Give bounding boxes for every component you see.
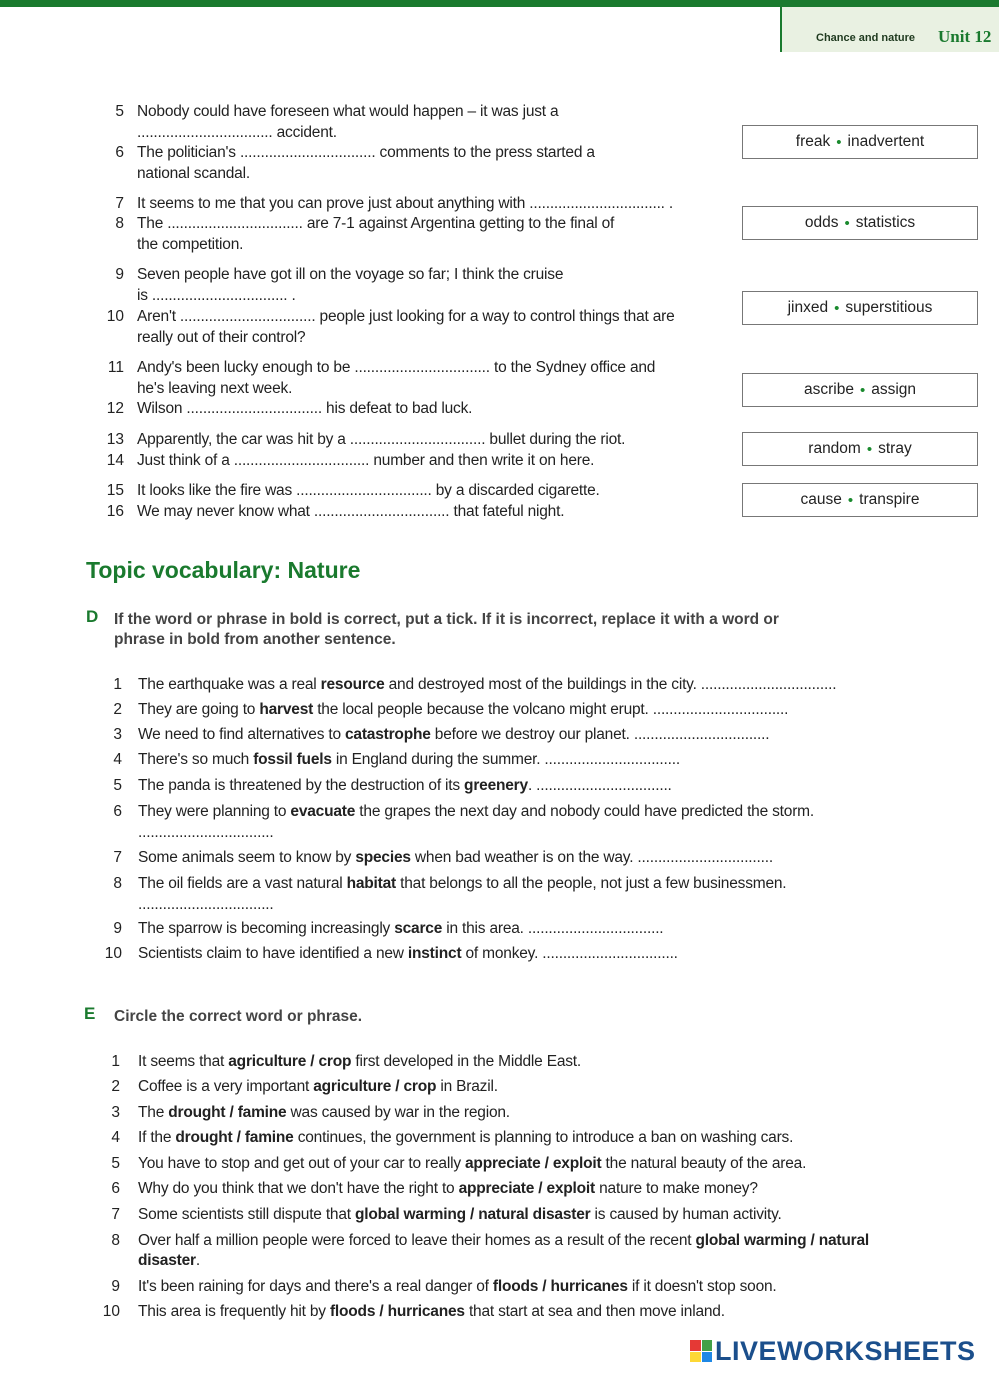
- text-after: was caused by war in the region.: [286, 1104, 510, 1121]
- sentence-line: [138, 1205, 782, 1225]
- text-before: Some animals seem to know by: [138, 849, 356, 866]
- sentence-line: [138, 802, 814, 822]
- word-box: [742, 373, 978, 407]
- section-heading: Topic vocabulary: Nature: [86, 557, 361, 583]
- text-before: The earthquake was a real: [138, 676, 321, 693]
- slash-separator: /: [806, 1232, 819, 1249]
- sentence-line: [138, 1231, 898, 1271]
- text-after: when bad weather is on the way. .................................: [410, 849, 773, 866]
- option-word[interactable]: natural disaster: [138, 1232, 869, 1269]
- text-after: the grapes the next day and nobody could have predicted the storm.: [355, 803, 814, 820]
- text-before: It's been raining for days and there's a real danger of: [138, 1278, 493, 1295]
- sentence-line[interactable]: Andy's been lucky enough to be ................................. to the Sydney office and: [137, 359, 656, 376]
- slash-separator: /: [538, 1278, 551, 1295]
- item-number: 9: [113, 920, 122, 937]
- text-after: and destroyed most of the buildings in the city. .................................: [384, 676, 837, 693]
- text-after: before we destroy our planet. .................................: [430, 726, 770, 743]
- text-before: There's so much: [138, 751, 254, 768]
- text-after: that start at sea and then move inland.: [464, 1303, 725, 1320]
- text-before: It seems that: [138, 1053, 229, 1070]
- option-word[interactable]: floods: [492, 1278, 539, 1295]
- word-option: jinxed: [787, 299, 829, 316]
- item-number: 12: [106, 400, 124, 417]
- instruction-line: phrase in bold from another sentence.: [114, 631, 396, 648]
- text-before: They were planning to: [138, 803, 291, 820]
- item-number: 6: [113, 803, 122, 820]
- item-number: 11: [107, 359, 124, 376]
- bold-word: instinct: [407, 945, 462, 962]
- slash-separator: /: [306, 1053, 319, 1070]
- word-option: random: [808, 440, 861, 457]
- item-number: 2: [113, 701, 122, 718]
- sentence-line: [138, 1052, 581, 1072]
- option-word[interactable]: famine: [244, 1129, 294, 1146]
- bullet-icon: •: [866, 440, 873, 458]
- bold-word: evacuate: [290, 803, 356, 820]
- text-before: The sparrow is becoming increasingly: [138, 920, 395, 937]
- sentence-line[interactable]: ................................. accident.: [137, 124, 337, 141]
- word-option: odds: [804, 214, 839, 231]
- sentence-line[interactable]: is ................................. .: [137, 287, 296, 304]
- text-after: of monkey. .................................: [461, 945, 678, 962]
- unit-header-tab: [780, 7, 999, 52]
- sentence-line: [138, 1277, 777, 1297]
- unit-number: Unit 12: [938, 27, 992, 46]
- text-after: is caused by human activity.: [590, 1206, 782, 1223]
- text-before: Why do you think that we don't have the right to: [138, 1180, 459, 1197]
- item-number: 8: [113, 875, 122, 892]
- bold-word: fossil fuels: [253, 751, 332, 768]
- sentence-line[interactable]: [138, 776, 672, 796]
- word-option: transpire: [859, 491, 920, 508]
- item-number: 7: [115, 195, 124, 212]
- sentence-line[interactable]: Wilson ................................. his defeat to bad luck.: [137, 400, 473, 417]
- item-number: 10: [106, 308, 124, 325]
- item-number: 5: [115, 103, 124, 120]
- text-before: Some scientists still dispute that: [138, 1206, 355, 1223]
- slash-separator: /: [391, 1078, 404, 1095]
- item-number: 6: [115, 144, 124, 161]
- option-word[interactable]: exploit: [546, 1180, 596, 1197]
- section-title: Chance and nature: [816, 32, 916, 44]
- text-after: continues, the government is planning to introduce a ban on washing cars.: [293, 1129, 794, 1146]
- text-before: Coffee is a very important: [138, 1078, 314, 1095]
- sentence-line: [138, 1154, 806, 1174]
- bullet-icon: •: [859, 381, 866, 399]
- logo-square-icon: [690, 1352, 701, 1363]
- sentence-line[interactable]: [138, 848, 773, 868]
- slash-separator: /: [375, 1303, 388, 1320]
- sentence-line[interactable]: [138, 750, 680, 770]
- item-number: 7: [111, 1206, 120, 1223]
- slash-separator: /: [465, 1206, 479, 1223]
- item-number: 1: [113, 676, 122, 693]
- sentence-line[interactable]: The ................................. are 7-1 against Argentina getting to the final of: [137, 215, 615, 232]
- option-word[interactable]: global warming: [355, 1206, 466, 1223]
- word-box: [742, 291, 978, 325]
- item-number: 10: [104, 945, 122, 962]
- sentence-line: [138, 1077, 498, 1097]
- logo-square-icon: [702, 1340, 713, 1351]
- slash-separator: /: [232, 1129, 245, 1146]
- sentence-line: national scandal.: [137, 165, 250, 182]
- instruction-line: Circle the correct word or phrase.: [114, 1008, 363, 1025]
- text-before: We need to find alternatives to: [138, 726, 345, 743]
- text-before: This area is frequently hit by: [138, 1303, 330, 1320]
- option-word[interactable]: drought: [168, 1104, 226, 1121]
- word-box: [742, 206, 978, 240]
- item-number: 8: [115, 215, 124, 232]
- liveworksheets-logo[interactable]: [690, 1336, 976, 1366]
- option-word[interactable]: appreciate: [458, 1180, 535, 1197]
- option-word[interactable]: agriculture: [313, 1078, 392, 1095]
- sentence-line[interactable]: Just think of a ................................. number and then write it on here.: [137, 452, 595, 469]
- sentence-line: the competition.: [137, 236, 244, 253]
- exercise-letter: E: [84, 1004, 96, 1023]
- top-green-bar: [0, 0, 999, 7]
- word-box: [742, 483, 978, 517]
- sentence-line: he's leaving next week.: [137, 380, 293, 397]
- item-number: 6: [111, 1180, 120, 1197]
- sentence-line[interactable]: It seems to me that you can prove just about anything with ................................. .: [137, 195, 674, 212]
- sentence-line[interactable]: [138, 919, 663, 939]
- text-before: If the: [138, 1129, 176, 1146]
- bold-word: resource: [320, 676, 385, 693]
- option-word[interactable]: appreciate: [465, 1155, 541, 1172]
- text-before: Scientists claim to have identified a new: [138, 945, 408, 962]
- item-number: 5: [111, 1155, 120, 1172]
- sentence-line: [138, 874, 786, 894]
- text-after: in Brazil.: [436, 1078, 498, 1095]
- sentence-line[interactable]: It looks like the fire was ................................. by a discarded cigarette.: [137, 482, 600, 499]
- text-after: in this area. .................................: [442, 920, 664, 937]
- logo-icon: [690, 1340, 712, 1362]
- text-before: The oil fields are a vast natural: [138, 875, 347, 892]
- instruction-line: If the word or phrase in bold is correct, put a tick. If it is incorrect, replace it with a word or: [114, 611, 779, 628]
- text-after: the local people because the volcano might erupt. .................................: [313, 701, 789, 718]
- sentence-line: really out of their control?: [137, 329, 306, 346]
- slash-separator: /: [225, 1104, 238, 1121]
- item-number: 8: [111, 1232, 120, 1249]
- option-word[interactable]: global warming: [695, 1232, 807, 1249]
- sentence-line[interactable]: [138, 944, 678, 964]
- text-after: if it doesn't stop soon.: [627, 1278, 777, 1295]
- bullet-icon: •: [834, 299, 840, 317]
- text-after: .: [195, 1252, 200, 1269]
- sentence-line: Seven people have got ill on the voyage so far; I think the cruise: [137, 266, 564, 283]
- exercise-letter: D: [86, 607, 99, 626]
- item-number: 15: [106, 482, 124, 499]
- item-number: 16: [106, 503, 124, 520]
- bold-word: catastrophe: [345, 726, 431, 743]
- item-number: 1: [111, 1053, 120, 1070]
- text-before: Over half a million people were forced to leave their homes as a result of the recent: [138, 1232, 696, 1249]
- answer-blank[interactable]: .................................: [138, 896, 274, 913]
- item-number: 3: [113, 726, 122, 743]
- bold-word: scarce: [394, 920, 443, 937]
- text-after: first developed in the Middle East.: [351, 1053, 582, 1070]
- logo-square-icon: [690, 1340, 701, 1351]
- brand-name: LIVEWORKSHEETS: [715, 1335, 976, 1366]
- bullet-icon: •: [836, 133, 842, 151]
- bold-word: species: [355, 849, 411, 866]
- item-number: 5: [113, 777, 122, 794]
- bullet-icon: •: [844, 214, 850, 232]
- text-after: . .................................: [527, 777, 672, 794]
- text-after: that belongs to all the people, not just a few businessmen.: [396, 875, 787, 892]
- item-number: 3: [111, 1104, 120, 1121]
- sentence-line[interactable]: We may never know what ................................. that fateful night.: [137, 503, 565, 520]
- slash-separator: /: [534, 1180, 547, 1197]
- text-after: the natural beauty of the area.: [601, 1155, 807, 1172]
- word-option: cause: [800, 491, 842, 508]
- slash-separator: /: [540, 1155, 553, 1172]
- sentence-line[interactable]: [138, 675, 836, 695]
- text-before: The: [138, 1104, 169, 1121]
- sentence-line[interactable]: Apparently, the car was hit by a ................................. bullet during the riot.: [137, 431, 626, 448]
- text-after: nature to make money?: [595, 1180, 758, 1197]
- sentence-line[interactable]: [138, 725, 769, 745]
- answer-blank[interactable]: .................................: [138, 824, 274, 841]
- option-word[interactable]: drought: [175, 1129, 233, 1146]
- bold-word: habitat: [346, 875, 397, 892]
- sentence-line[interactable]: Aren't ................................. people just looking for a way to control things that are: [137, 308, 675, 325]
- text-before: They are going to: [138, 701, 260, 718]
- sentence-line: Nobody could have foreseen what would happen – it was just a: [137, 103, 559, 120]
- option-word[interactable]: hurricanes: [550, 1278, 628, 1295]
- item-number: 9: [111, 1278, 120, 1295]
- word-option: inadvertent: [847, 133, 925, 150]
- item-number: 7: [113, 849, 122, 866]
- text-before: You have to stop and get out of your car to really: [138, 1155, 466, 1172]
- sentence-line: [138, 1302, 725, 1322]
- word-option: statistics: [855, 214, 916, 231]
- bold-word: harvest: [259, 701, 314, 718]
- bold-word: greenery: [464, 777, 528, 794]
- item-number: 2: [111, 1078, 120, 1095]
- text-after: in England during the summer. .................................: [331, 751, 680, 768]
- item-number: 10: [102, 1303, 120, 1320]
- option-word[interactable]: crop: [318, 1053, 352, 1070]
- item-number: 4: [111, 1129, 120, 1146]
- option-word[interactable]: floods: [329, 1303, 376, 1320]
- word-option: superstitious: [845, 299, 933, 316]
- option-word[interactable]: agriculture: [228, 1053, 307, 1070]
- logo-square-icon: [702, 1352, 713, 1363]
- sentence-line[interactable]: The politician's ................................. comments to the press started a: [137, 144, 595, 161]
- item-number: 13: [106, 431, 124, 448]
- option-word[interactable]: natural disaster: [478, 1206, 591, 1223]
- sentence-line: [138, 1103, 510, 1123]
- sentence-line[interactable]: [138, 700, 788, 720]
- item-number: 9: [115, 266, 124, 283]
- item-number: 4: [113, 751, 122, 768]
- word-box: [742, 432, 978, 466]
- bullet-icon: •: [847, 491, 854, 509]
- option-word[interactable]: crop: [403, 1078, 437, 1095]
- text-before: The panda is threatened by the destruction of its: [138, 777, 465, 794]
- option-word[interactable]: exploit: [552, 1155, 602, 1172]
- word-option: ascribe: [803, 381, 854, 398]
- option-word[interactable]: hurricanes: [387, 1303, 465, 1320]
- word-option: stray: [878, 440, 912, 457]
- sentence-line: [138, 1128, 793, 1148]
- word-box: [742, 125, 978, 159]
- item-number: 14: [106, 452, 124, 469]
- word-option: assign: [871, 381, 917, 398]
- option-word[interactable]: famine: [237, 1104, 287, 1121]
- sentence-line: [138, 1179, 758, 1199]
- word-option: freak: [795, 133, 831, 150]
